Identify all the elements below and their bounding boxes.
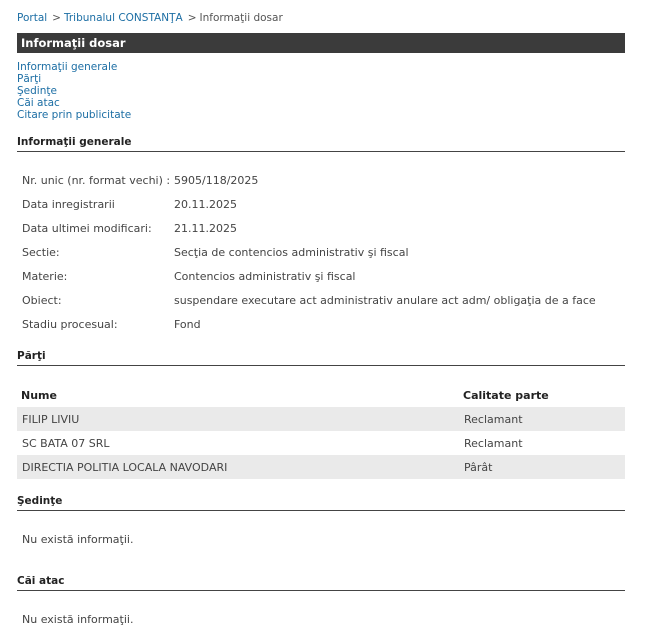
object-label: Obiect: bbox=[22, 293, 62, 307]
table-row bbox=[17, 431, 625, 455]
quick-nav-item bbox=[17, 85, 131, 97]
section-label: Sectie: bbox=[22, 245, 60, 259]
party-name: DIRECTIA POLITIA LOCALA NAVODARI bbox=[17, 455, 459, 479]
info-row bbox=[22, 192, 596, 216]
section-quick-nav bbox=[17, 61, 131, 121]
info-row bbox=[22, 264, 596, 288]
quick-nav-item bbox=[17, 61, 131, 73]
section-value: Secţia de contencios administrativ şi fiscal bbox=[174, 245, 409, 259]
breadcrumb-portal-link[interactable]: Portal bbox=[17, 12, 48, 24]
breadcrumb bbox=[17, 12, 283, 24]
parties-heading: Părţi bbox=[17, 350, 625, 366]
info-row bbox=[22, 240, 596, 264]
object-value: suspendare executare act administrativ anulare act adm/ obligaţia de a face bbox=[174, 293, 596, 307]
last-modified-value: 21.11.2025 bbox=[174, 221, 237, 235]
last-modified-label: Data ultimei modificari: bbox=[22, 221, 152, 235]
party-name: FILIP LIVIU bbox=[17, 407, 459, 431]
breadcrumb-court-link[interactable]: Tribunalul CONSTANŢA bbox=[63, 12, 183, 24]
hearings-heading: Şedinţe bbox=[17, 495, 625, 511]
matter-value: Contencios administrativ şi fiscal bbox=[174, 269, 356, 283]
general-info-heading: Informaţii generale bbox=[17, 136, 625, 152]
breadcrumb-separator: > bbox=[187, 12, 197, 24]
info-row bbox=[22, 168, 596, 192]
breadcrumb-current: Informaţii dosar bbox=[199, 12, 283, 24]
quick-nav-item bbox=[17, 73, 131, 85]
table-row bbox=[17, 455, 625, 479]
case-number-label: Nr. unic (nr. format vechi) : bbox=[22, 173, 171, 187]
page-title: Informaţii dosar bbox=[17, 33, 625, 53]
party-name: SC BATA 07 SRL bbox=[22, 436, 110, 450]
quick-nav-item bbox=[17, 97, 131, 109]
party-role: Pârât bbox=[459, 455, 625, 479]
party-role: Reclamant bbox=[459, 407, 625, 431]
breadcrumb-separator: > bbox=[52, 12, 61, 24]
quick-nav-general-link[interactable]: Informaţii generale bbox=[17, 61, 118, 73]
table-row bbox=[17, 407, 625, 431]
quick-nav-appeals-link[interactable]: Căi atac bbox=[17, 97, 60, 109]
parties-table bbox=[17, 383, 625, 479]
general-info-table bbox=[22, 168, 596, 336]
procedural-stage-label: Stadiu procesual: bbox=[22, 317, 118, 331]
quick-nav-parties-link[interactable]: Părţi bbox=[17, 73, 42, 85]
registration-date-label: Data inregistrarii bbox=[22, 197, 115, 211]
quick-nav-item bbox=[17, 109, 131, 121]
quick-nav-hearings-link[interactable]: Şedinţe bbox=[17, 85, 57, 97]
appeals-empty-message: Nu există informaţii. bbox=[22, 613, 134, 626]
appeals-heading: Căi atac bbox=[17, 575, 625, 591]
party-role: Reclamant bbox=[464, 436, 523, 450]
quick-nav-summons-link[interactable]: Citare prin publicitate bbox=[17, 109, 132, 121]
hearings-empty-message: Nu există informaţii. bbox=[22, 533, 134, 546]
name-column-header: Nume bbox=[21, 388, 57, 402]
matter-label: Materie: bbox=[22, 269, 68, 283]
procedural-stage-value: Fond bbox=[174, 317, 201, 331]
registration-date-value: 20.11.2025 bbox=[174, 197, 237, 211]
case-number-value: 5905/118/2025 bbox=[174, 173, 259, 187]
info-row bbox=[22, 312, 596, 336]
info-row bbox=[22, 288, 596, 312]
parties-header-row bbox=[17, 383, 625, 407]
info-row bbox=[22, 216, 596, 240]
role-column-header: Calitate parte bbox=[463, 388, 549, 402]
